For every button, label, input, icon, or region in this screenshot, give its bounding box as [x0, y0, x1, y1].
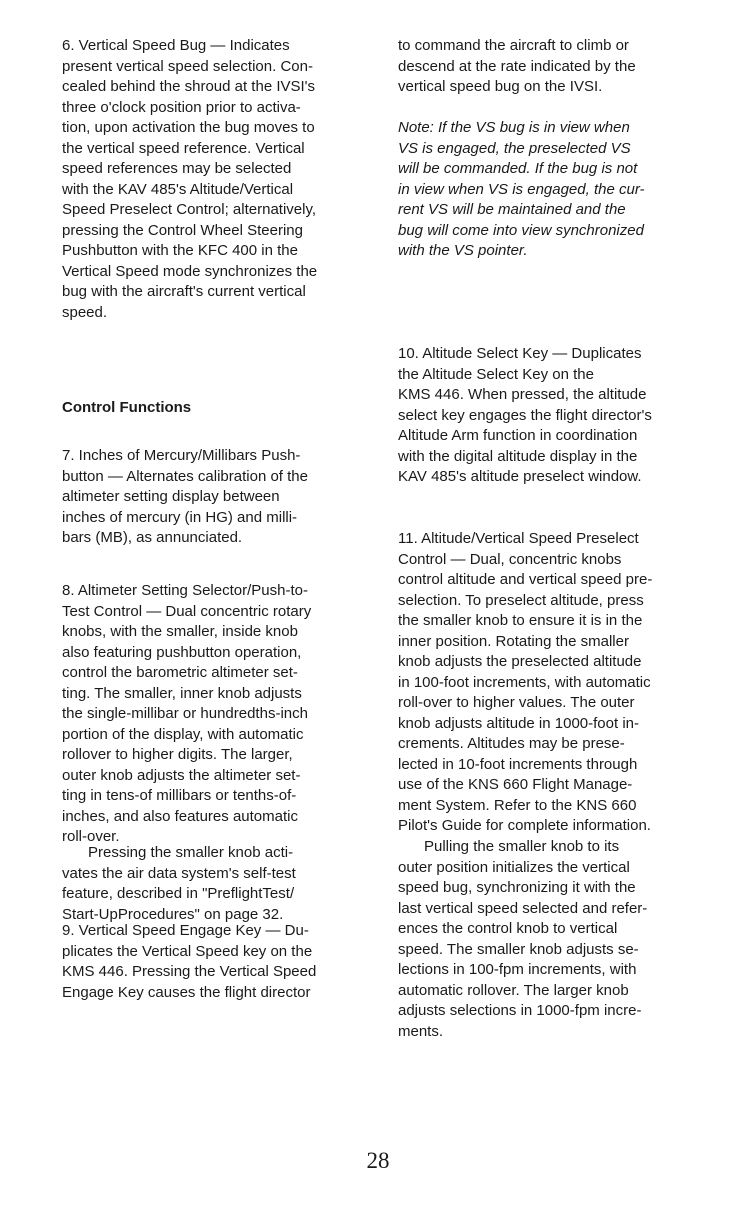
text-line: outer position initializes the vertical: [398, 858, 630, 876]
text-line: 8. Altimeter Setting Selector/Push-to-: [62, 582, 308, 599]
text-line: Start-UpProcedures" on page 32.: [62, 905, 284, 923]
text-line: the single-millibar or hundredths-inch: [62, 705, 308, 722]
item-10: [398, 344, 728, 488]
text-line: KAV 485's altitude preselect window.: [398, 468, 642, 485]
text-line: crements. Altitudes may be prese-: [398, 735, 625, 752]
item-7: [62, 446, 372, 549]
text-line: tion, upon activation the bug moves to: [62, 119, 315, 136]
text-line: 11. Altitude/Vertical Speed Preselect: [398, 530, 639, 547]
text-line: three o'clock position prior to activa-: [62, 98, 301, 116]
text-line: Speed Preselect Control; alternatively,: [62, 201, 317, 218]
item-8-cont: [62, 843, 372, 925]
text-line: will be commanded. If the bug is not: [398, 160, 638, 177]
text-line: Control — Dual, concentric knobs: [398, 550, 622, 568]
text-line: descend at the rate indicated by the: [398, 57, 636, 75]
text-line: to command the aircraft to climb or: [398, 37, 629, 54]
text-line: button — Alternates calibration of the: [62, 467, 308, 485]
item-6: [62, 36, 372, 323]
text-line: Vertical Speed mode synchronizes the: [62, 262, 318, 280]
text-line: last vertical speed selected and refer-: [398, 899, 648, 917]
text-line: rent VS will be maintained and the: [398, 201, 626, 218]
text-line: portion of the display, with automatic: [62, 725, 304, 743]
text-line: bug will come into view synchronized: [398, 221, 644, 239]
text-line: vertical speed bug on the IVSI.: [398, 78, 603, 95]
item-11: [398, 529, 728, 837]
text-line: ting. The smaller, inner knob adjusts: [62, 684, 302, 702]
text-line: plicates the Vertical Speed key on the: [62, 942, 313, 960]
text-line: use of the KNS 660 Flight Manage-: [398, 776, 633, 793]
text-line: Pushbutton with the KFC 400 in the: [62, 242, 298, 259]
text-line: roll-over to higher values. The outer: [398, 694, 635, 711]
text-line: ting in tens-of millibars or tenths-of-: [62, 787, 297, 804]
item-8: [62, 581, 372, 848]
item-9-cont: [398, 36, 728, 98]
text-line: pressing the Control Wheel Steering: [62, 221, 303, 239]
text-line: the vertical speed reference. Vertical: [62, 139, 305, 157]
text-line: ment System. Refer to the KNS 660: [398, 796, 637, 814]
text-line: lected in 10-foot increments through: [398, 755, 638, 773]
text-line: knob adjusts the preselected altitude: [398, 653, 642, 670]
text-line: control the barometric altimeter set-: [62, 664, 298, 681]
text-line: bars (MB), as annunciated.: [62, 529, 243, 546]
text-line: altimeter setting display between: [62, 488, 280, 505]
text-line: Engage Key causes the flight director: [62, 983, 311, 1001]
text-line: knobs, with the smaller, inside knob: [62, 623, 298, 640]
text-line: Control Functions: [62, 399, 192, 416]
text-line: KMS 446. Pressing the Vertical Speed: [62, 963, 317, 980]
text-line: ments.: [398, 1022, 444, 1040]
text-line: control altitude and vertical speed pre-: [398, 571, 653, 588]
text-line: VS is engaged, the preselected VS: [398, 139, 631, 157]
text-line: 10. Altitude Select Key — Duplicates: [398, 345, 642, 362]
text-line: bug with the aircraft's current vertical: [62, 283, 306, 300]
text-line: the smaller knob to ensure it is in the: [398, 612, 643, 629]
text-line: select key engages the flight director's: [398, 406, 652, 424]
text-line: with the KAV 485's Altitude/Vertical: [62, 180, 294, 198]
item-11-cont: [398, 837, 728, 1042]
text-line: with the VS pointer.: [398, 242, 528, 259]
note: [398, 118, 728, 262]
text-line: Pilot's Guide for complete information.: [398, 817, 651, 834]
text-line: outer knob adjusts the altimeter set-: [62, 766, 301, 784]
text-line: Test Control — Dual concentric rotary: [62, 602, 312, 620]
text-line: speed. The smaller knob adjusts se-: [398, 940, 639, 958]
text-line: inner position. Rotating the smaller: [398, 632, 629, 650]
text-line: vates the air data system's self-test: [62, 864, 296, 882]
heading-control-functions: [62, 398, 372, 419]
text-line: 6. Vertical Speed Bug — Indicates: [62, 37, 290, 54]
item-9: [62, 921, 372, 1003]
text-line: speed references may be selected: [62, 160, 292, 177]
text-line: also featuring pushbutton operation,: [62, 643, 302, 661]
page-number: 28: [366, 1148, 390, 1173]
text-line: speed.: [62, 303, 108, 321]
text-line: selection. To preselect altitude, press: [398, 591, 644, 609]
text-line: 7. Inches of Mercury/Millibars Push-: [62, 447, 301, 464]
text-line: knob adjusts altitude in 1000-foot in-: [398, 714, 639, 732]
text-line: inches, and also features automatic: [62, 807, 298, 825]
text-line: rollover to higher digits. The larger,: [62, 746, 293, 763]
text-line: the Altitude Select Key on the: [398, 365, 594, 383]
text-line: Pressing the smaller knob acti-: [88, 844, 294, 861]
text-line: Note: If the VS bug is in view when: [398, 119, 630, 136]
text-line: in view when VS is engaged, the cur-: [398, 180, 645, 198]
text-line: present vertical speed selection. Con-: [62, 57, 313, 75]
text-line: with the digital altitude display in the: [398, 447, 638, 465]
text-line: KMS 446. When pressed, the altitude: [398, 386, 647, 403]
text-line: Altitude Arm function in coordination: [398, 427, 638, 444]
text-line: feature, described in "PreflightTest/: [62, 885, 295, 902]
text-line: lections in 100-fpm increments, with: [398, 961, 637, 978]
text-line: automatic rollover. The larger knob: [398, 981, 629, 999]
text-line: roll-over.: [62, 828, 120, 845]
text-line: ences the control knob to vertical: [398, 920, 618, 937]
text-line: in 100-foot increments, with automatic: [398, 673, 651, 691]
text-line: cealed behind the shroud at the IVSI's: [62, 78, 316, 95]
text-line: 9. Vertical Speed Engage Key — Du-: [62, 922, 309, 939]
text-line: adjusts selections in 1000-fpm incre-: [398, 1002, 642, 1019]
text-line: inches of mercury (in HG) and milli-: [62, 508, 298, 526]
text-line: speed bug, synchronizing it with the: [398, 879, 636, 896]
text-line: Pulling the smaller knob to its: [424, 838, 620, 855]
